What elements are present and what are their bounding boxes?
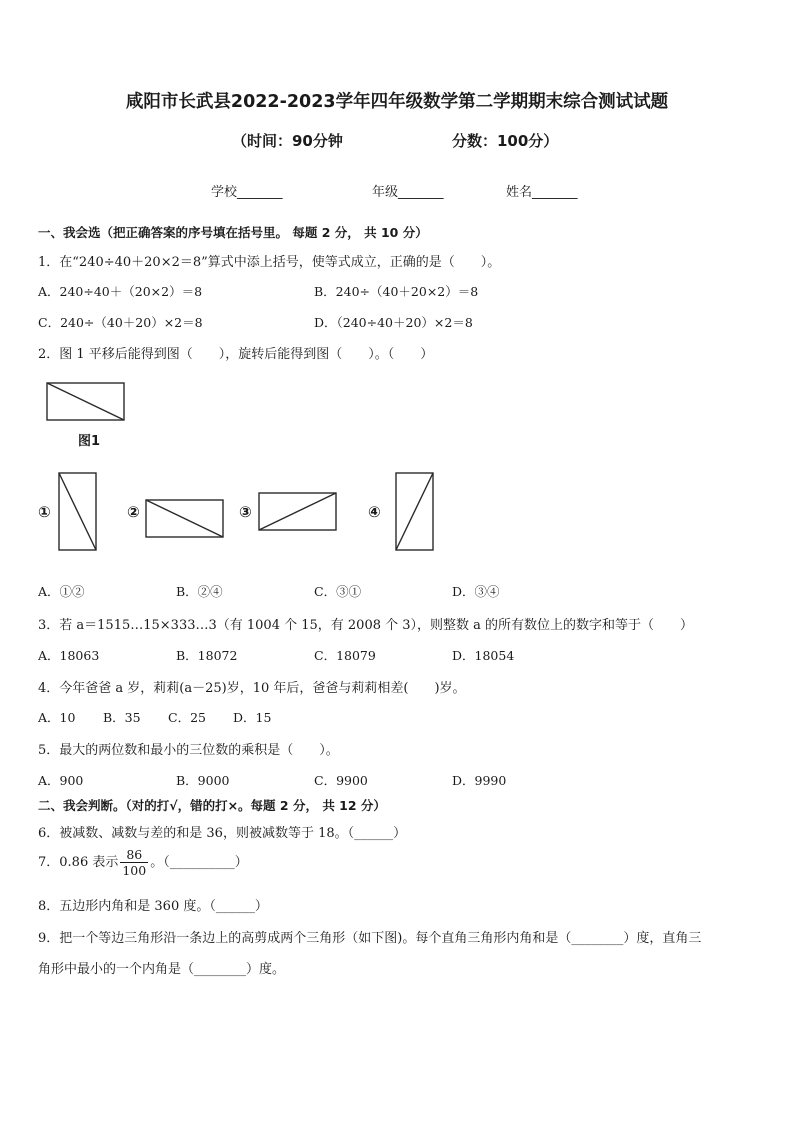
q5-stem: 5．最大的两位数和最小的三位数的乘积是（ ）。 xyxy=(38,743,339,758)
q1-option-b: B．240÷（40＋20×2）＝8 xyxy=(314,284,479,299)
q7-denominator: 100 xyxy=(122,863,147,878)
grade-field: 年级_______ xyxy=(372,185,444,200)
q4-option-b: B．35 xyxy=(103,710,141,725)
figure-option-4 xyxy=(393,470,439,554)
q8-text: 8．五边形内角和是 360 度。（______） xyxy=(38,899,268,914)
q6-text: 6．被减数、减数与差的和是 36，则被减数等于 18。（______） xyxy=(38,826,407,841)
section2-heading: 二、我会判断。（对的打√，错的打×。每题 2 分， 共 12 分） xyxy=(38,798,386,813)
q5-option-a: A．900 xyxy=(38,773,84,788)
school-field: 学校_______ xyxy=(211,185,283,200)
q4-stem: 4．今年爸爸 a 岁，莉莉(a－25)岁，10 年后，爸爸与莉莉相差( )岁。 xyxy=(38,681,466,696)
q7-text xyxy=(38,847,248,878)
q9-line2: 角形中最小的一个内角是（________）度。 xyxy=(38,962,286,977)
q5-option-b: B．9000 xyxy=(176,773,230,788)
figure-mark-3: ③ xyxy=(239,503,252,521)
q7-after: 。（__________） xyxy=(150,855,248,870)
name-field: 姓名_______ xyxy=(506,185,578,200)
figure-mark-4: ④ xyxy=(368,503,381,521)
figure-option-3 xyxy=(256,490,340,536)
q5-option-c: C．9900 xyxy=(314,773,368,788)
q2-option-c: C．③① xyxy=(314,584,362,599)
figure1-rectangle xyxy=(44,380,128,426)
q3-stem: 3．若 a＝1515…15×333…3（有 1004 个 15，有 2008 个 3），则整数 a 的所有数位上的数字和等于（ ） xyxy=(38,618,694,633)
q2-option-b: B．②④ xyxy=(176,584,223,599)
section1-heading: 一、我会选（把正确答案的序号填在括号里。 每题 2 分， 共 10 分） xyxy=(38,225,428,240)
q3-option-d: D．18054 xyxy=(452,648,515,663)
figure-mark-2: ② xyxy=(127,503,140,521)
q7-numerator: 86 xyxy=(120,847,148,863)
q2-option-d: D．③④ xyxy=(452,584,500,599)
exam-time: （时间：90分钟 xyxy=(232,132,343,150)
figure-mark-1: ① xyxy=(38,503,51,521)
q7-before: 7．0.86 表示 xyxy=(38,855,119,870)
q3-option-a: A．18063 xyxy=(38,648,100,663)
q9-line1: 9．把一个等边三角形沿一条边上的高剪成两个三角形（如下图)。每个直角三角形内角和是（________）度，直角三 xyxy=(38,931,702,946)
q4-option-a: A．10 xyxy=(38,710,76,725)
q1-stem: 1．在“240÷40＋20×2＝8”算式中添上括号，使等式成立，正确的是（ ）。 xyxy=(38,255,501,270)
q1-option-a: A．240÷40＋（20×2）＝8 xyxy=(38,284,203,299)
q3-option-b: B．18072 xyxy=(176,648,238,663)
q7-fraction xyxy=(120,847,148,878)
q2-option-a: A．①② xyxy=(38,584,85,599)
figure1-label: 图1 xyxy=(78,434,101,449)
q4-option-d: D．15 xyxy=(233,710,272,725)
q1-option-c: C．240÷（40＋20）×2＝8 xyxy=(38,315,203,330)
q1-option-d: D．（240÷40＋20）×2＝8 xyxy=(314,315,473,330)
q2-stem: 2．图 1 平移后能得到图（ ），旋转后能得到图（ ）。（ ） xyxy=(38,347,434,362)
q3-option-c: C．18079 xyxy=(314,648,376,663)
figure-option-1 xyxy=(56,470,102,554)
figure-option-2 xyxy=(143,497,227,543)
exam-title: 咸阳市长武县2022-2023学年四年级数学第二学期期末综合测试试题 xyxy=(125,92,669,112)
q4-option-c: C．25 xyxy=(168,710,206,725)
exam-score: 分数：100分） xyxy=(452,132,559,150)
q5-option-d: D．9990 xyxy=(452,773,507,788)
